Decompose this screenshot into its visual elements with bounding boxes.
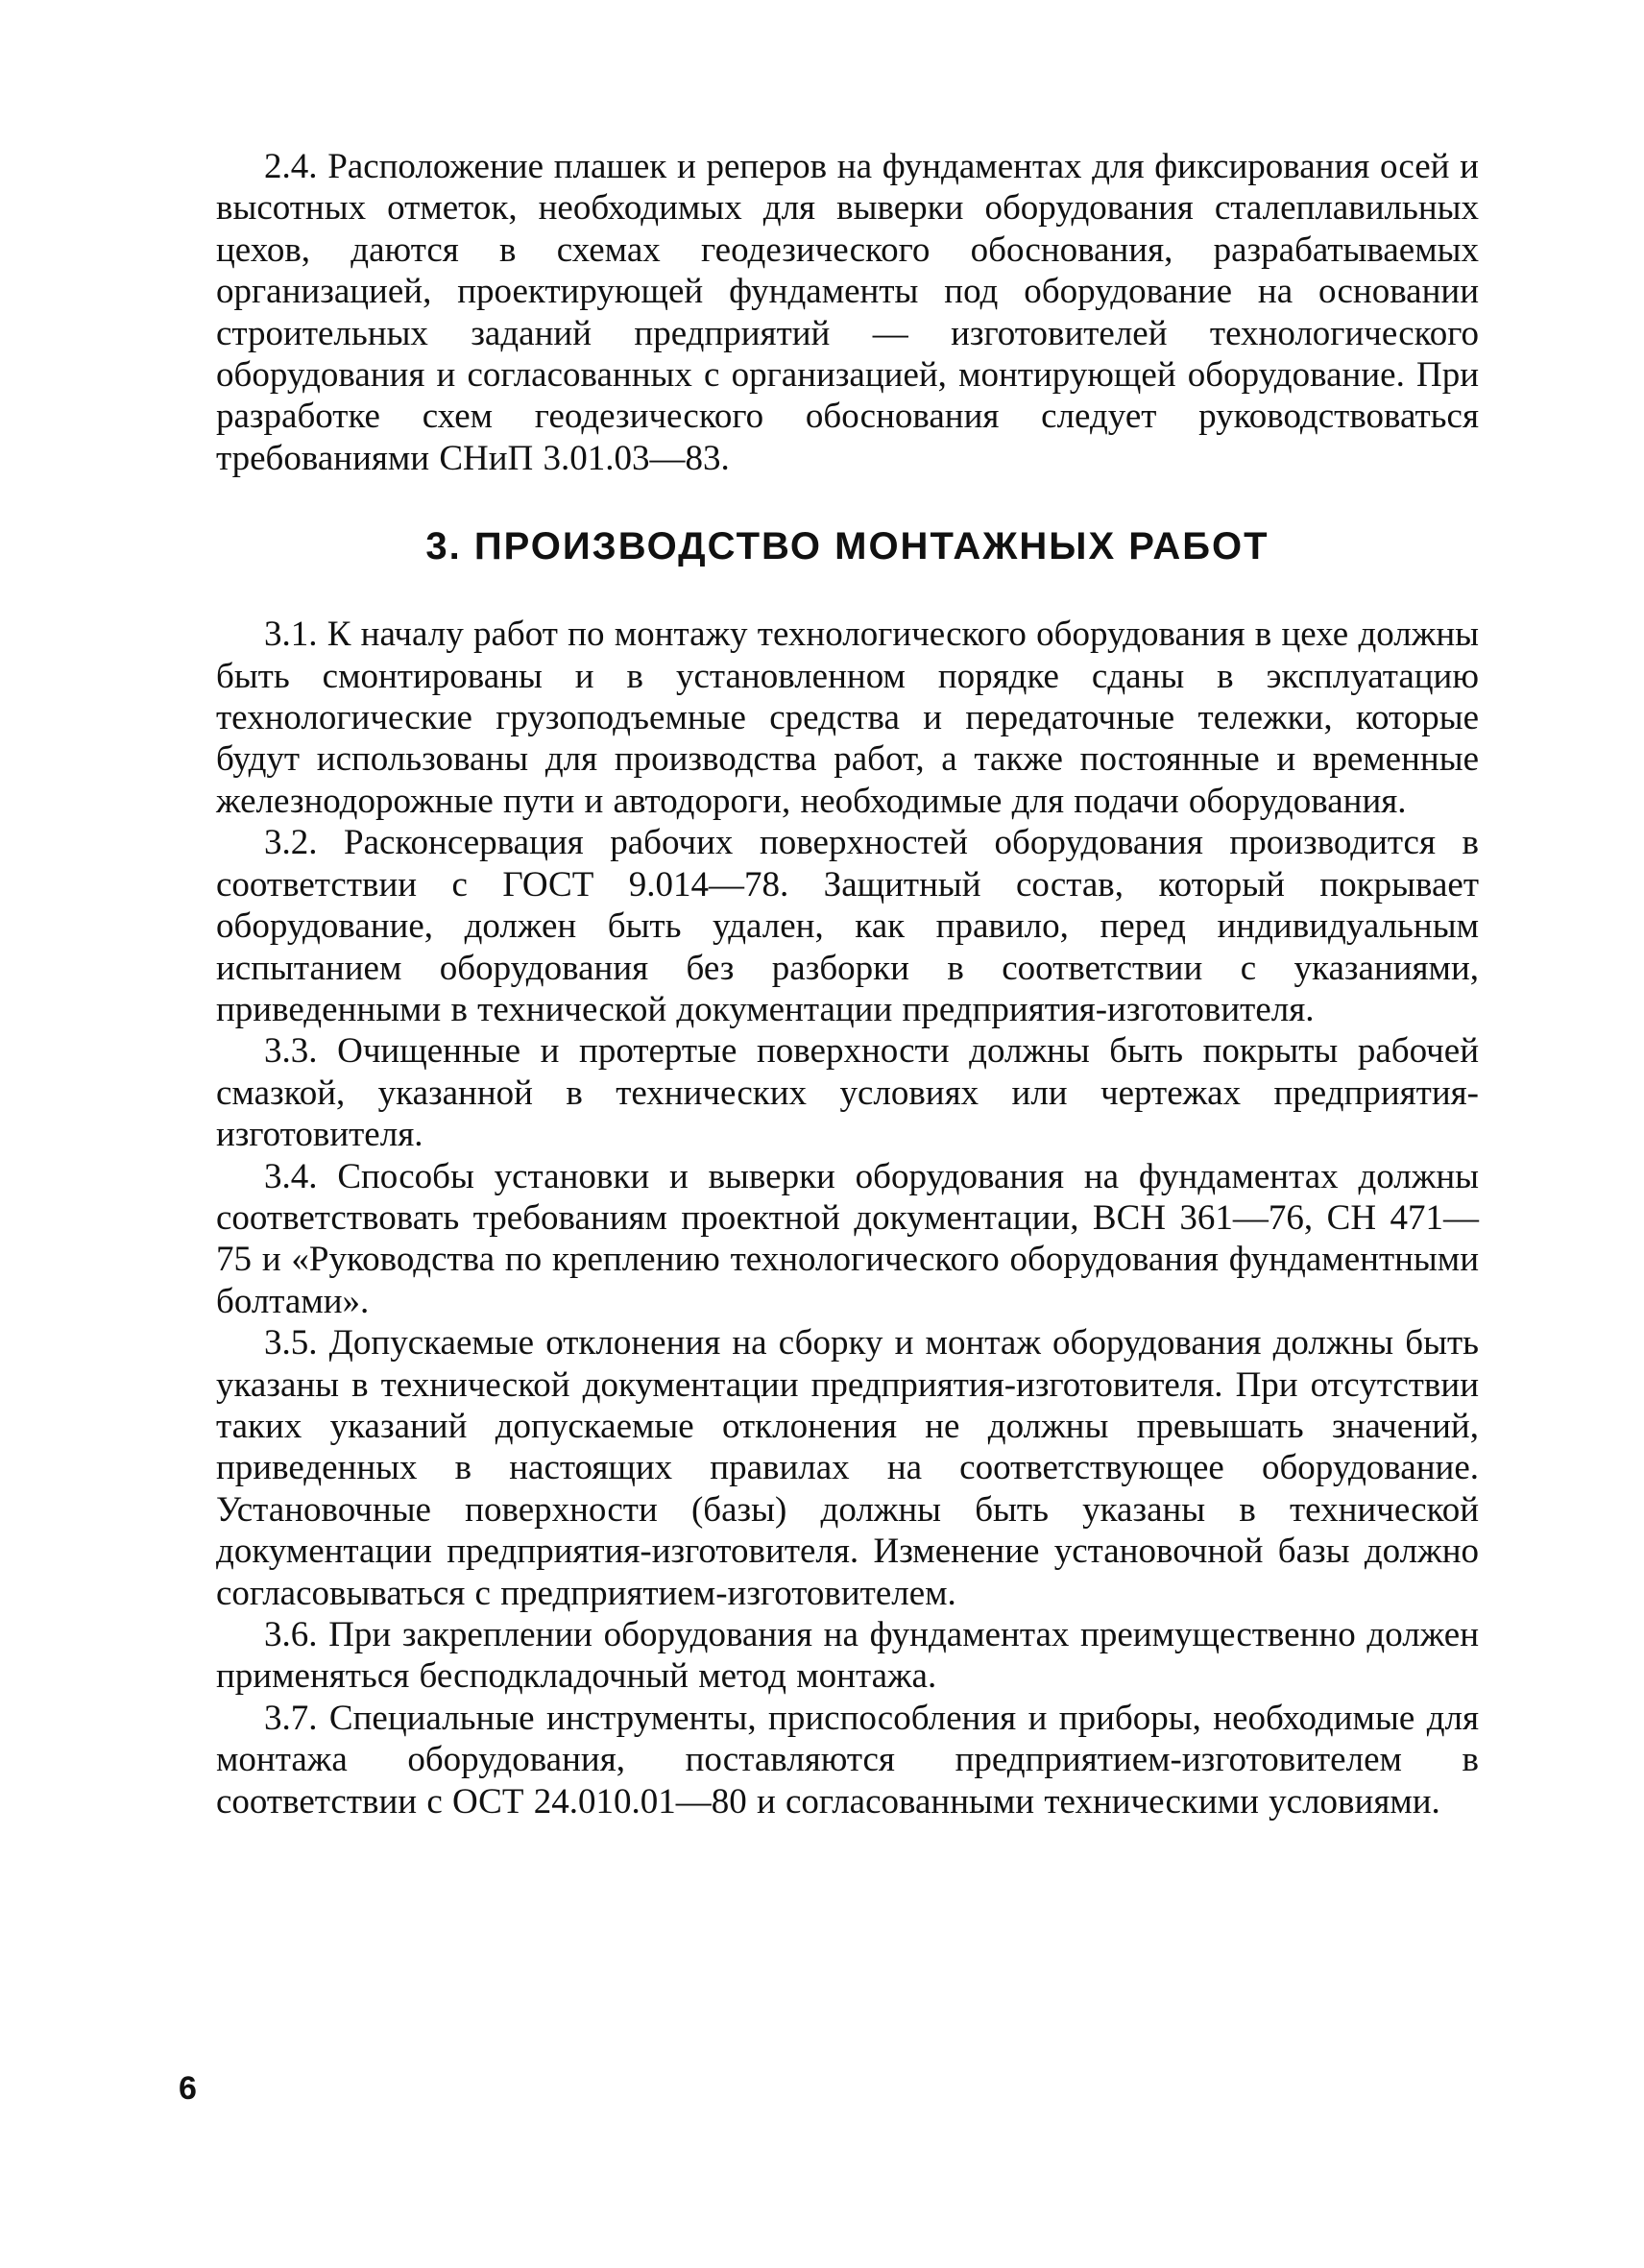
paragraph-3-2: 3.2. Расконсервация рабочих поверхностей оборудования производится в соответствии с ГОСТ 9.014—78. Защитный состав, который покрывает оборудование, должен быть удален, как правило, перед индивидуальным испытанием оборудования без разборки в соответствии с указаниями, приведенными в технической документации предприятия-изготовителя. [216, 823, 1479, 1029]
page-number: 6 [179, 2070, 197, 2107]
paragraph-3-6: 3.6. При закреплении оборудования на фундаментах преимущественно должен применяться бесподкладочный метод монтажа. [216, 1615, 1479, 1697]
paragraph-3-4: 3.4. Способы установки и выверки оборудования на фундаментах должны соответствовать требованиям проектной документации, ВСН 361—76, СН 471—75 и «Руководства по креплению технологического оборудования фундаментными болтами». [216, 1156, 1479, 1321]
section-heading: 3. ПРОИЗВОДСТВО МОНТАЖНЫХ РАБОТ [425, 525, 1269, 568]
paragraph-3-3: 3.3. Очищенные и протертые поверхности должны быть покрыты рабочей смазкой, указанной в технических условиях или чертежах предприятия-изготовителя. [216, 1031, 1479, 1155]
paragraph-3-7: 3.7. Специальные инструменты, приспособления и приборы, необходимые для монтажа оборудования, поставляются предприятием-изготовителем в соответствии с ОСТ 24.010.01—80 и согласованными техническими условиями. [216, 1698, 1479, 1822]
paragraph-3-5: 3.5. Допускаемые отклонения на сборку и монтаж оборудования должны быть указаны в технической документации предприятия-изготовителя. При отсутствии таких указаний допускаемые отклонения не должны превышать значений, приведенных в настоящих правилах на соответствующее оборудование. Установочные поверхности (базы) должны быть указаны в технической документации предприятия-изготовителя. Изменение установочной базы должно согласовываться с предприятием-изготовителем. [216, 1323, 1479, 1613]
paragraph-3-1: 3.1. К началу работ по монтажу технологического оборудования в цехе должны быть смонтированы и в установленном порядке сданы в эксплуатацию технологические грузоподъемные средства и передаточные тележки, которые будут использованы для производства работ, а также постоянные и временные железнодорожные пути и автодороги, необходимые для подачи оборудования. [216, 615, 1479, 821]
page-content [216, 146, 1479, 1822]
paragraph-2-4: 2.4. Расположение плашек и реперов на фундаментах для фиксирования осей и высотных отметок, необходимых для выверки оборудования сталеплавильных цехов, даются в схемах геодезического обоснования, разрабатываемых организацией, проектирующей фундаменты под оборудование на основании строительных заданий предприятий — изготовителей технологического оборудования и согласованных с организацией, монтирующей оборудование. При разработке схем геодезического обоснования следует руководствоваться требованиями СНиП 3.01.03—83. [216, 147, 1479, 478]
